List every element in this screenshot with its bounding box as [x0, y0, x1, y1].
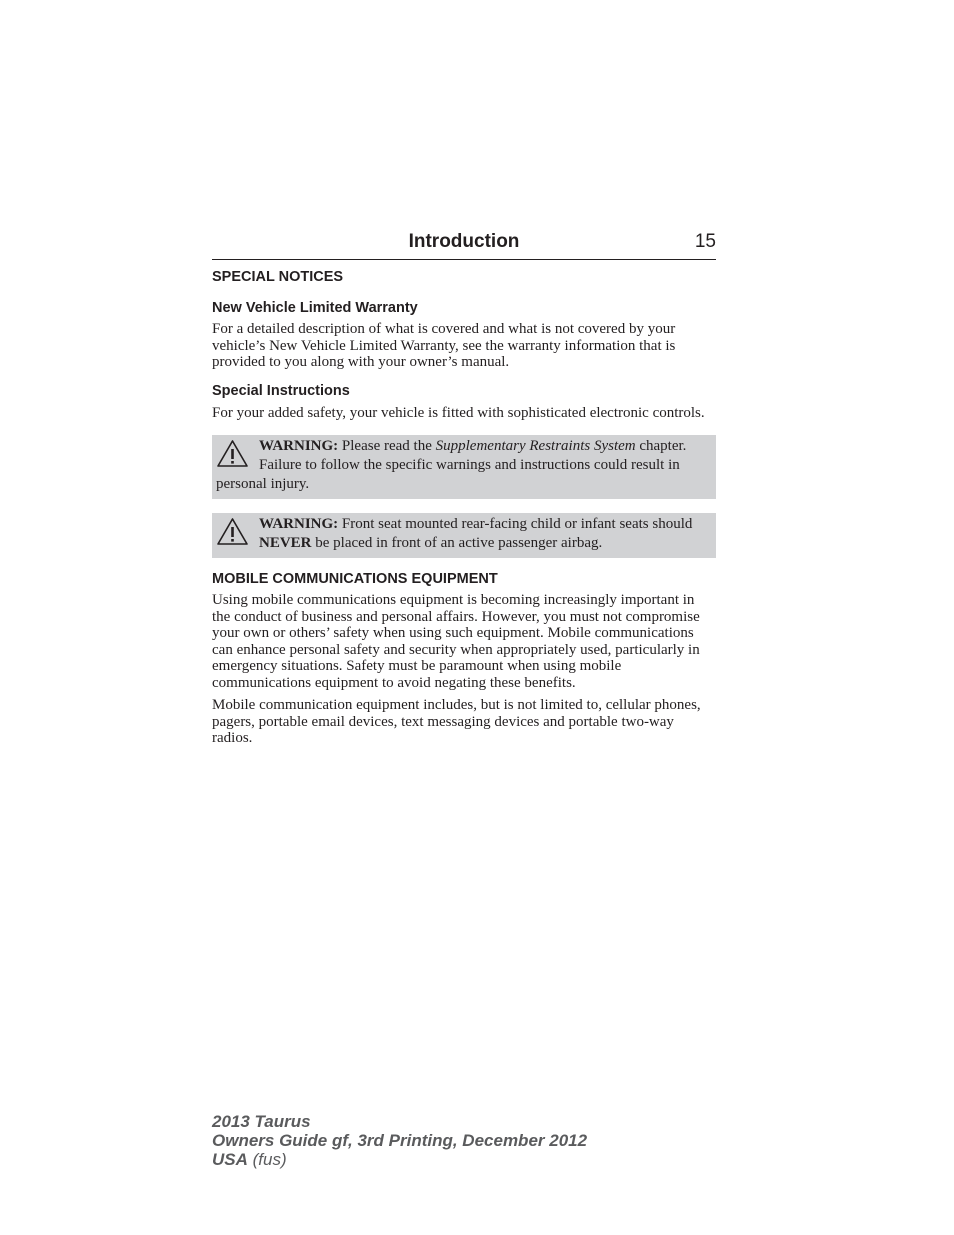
warning-box-srs — [212, 435, 716, 499]
page-content — [212, 268, 716, 747]
footer-region — [212, 1150, 587, 1169]
special-notices-heading: SPECIAL NOTICES — [212, 269, 344, 285]
page-number: 15 — [694, 231, 716, 252]
footer-model: 2013 Taurus — [212, 1112, 311, 1131]
warning-triangle-icon — [216, 517, 249, 547]
warning-box-child-seat — [212, 513, 716, 558]
warning-emphasis: NEVER — [259, 535, 312, 551]
page-header — [212, 229, 716, 260]
warranty-text: For a detailed description of what is covered and what is not covered by your vehicle’s New Vehicle Limited Warranty, see the warranty information that is provided to you along with your owner’s manual. — [212, 321, 676, 370]
special-instructions-text: For your added safety, your vehicle is fitted with sophisticated electronic controls. — [212, 404, 705, 421]
chapter-title: Introduction — [408, 231, 520, 252]
footer-region-suffix: (fus) — [247, 1150, 287, 1169]
footer-edition: Owners Guide gf, 3rd Printing, December 2012 — [212, 1131, 588, 1150]
special-instructions-heading: Special Instructions — [212, 382, 350, 399]
warning-italic-reference: Supplementary Restraints System — [435, 438, 636, 454]
mobile-communications-paragraph-1: Using mobile communications equipment is becoming increasingly important in the conduct of business and personal affairs. However, you must not compromise your own or others’ safety when using such equipment. Mobile communications can enhance personal safety and security when appropriately used, particularly in emergency situations. Safety must be paramount when using mobile communications equipment to avoid negating these benefits. — [212, 592, 700, 691]
warning-label: WARNING: — [259, 438, 339, 454]
warning-triangle-icon — [216, 439, 249, 469]
mobile-communications-paragraph-2: Mobile communication equipment includes, but is not limited to, cellular phones, pagers, portable email devices, text messaging devices and portable two-way radios. — [212, 697, 701, 746]
page-footer — [212, 1112, 587, 1169]
footer-region-main: USA — [212, 1150, 248, 1169]
warning-text-part: chapter. Failure to follow the specific warnings and instructions could result in personal injury. — [216, 438, 687, 492]
warning-text-part: Please read the — [338, 438, 436, 454]
warranty-heading: New Vehicle Limited Warranty — [212, 300, 418, 316]
warning-label: WARNING: — [259, 516, 339, 532]
mobile-communications-heading: MOBILE COMMUNICATIONS EQUIPMENT — [212, 571, 498, 587]
warning-text-part: Front seat mounted rear-facing child or infant seats should — [338, 516, 693, 532]
warning-text-part: be placed in front of an active passenger airbag. — [311, 535, 603, 551]
